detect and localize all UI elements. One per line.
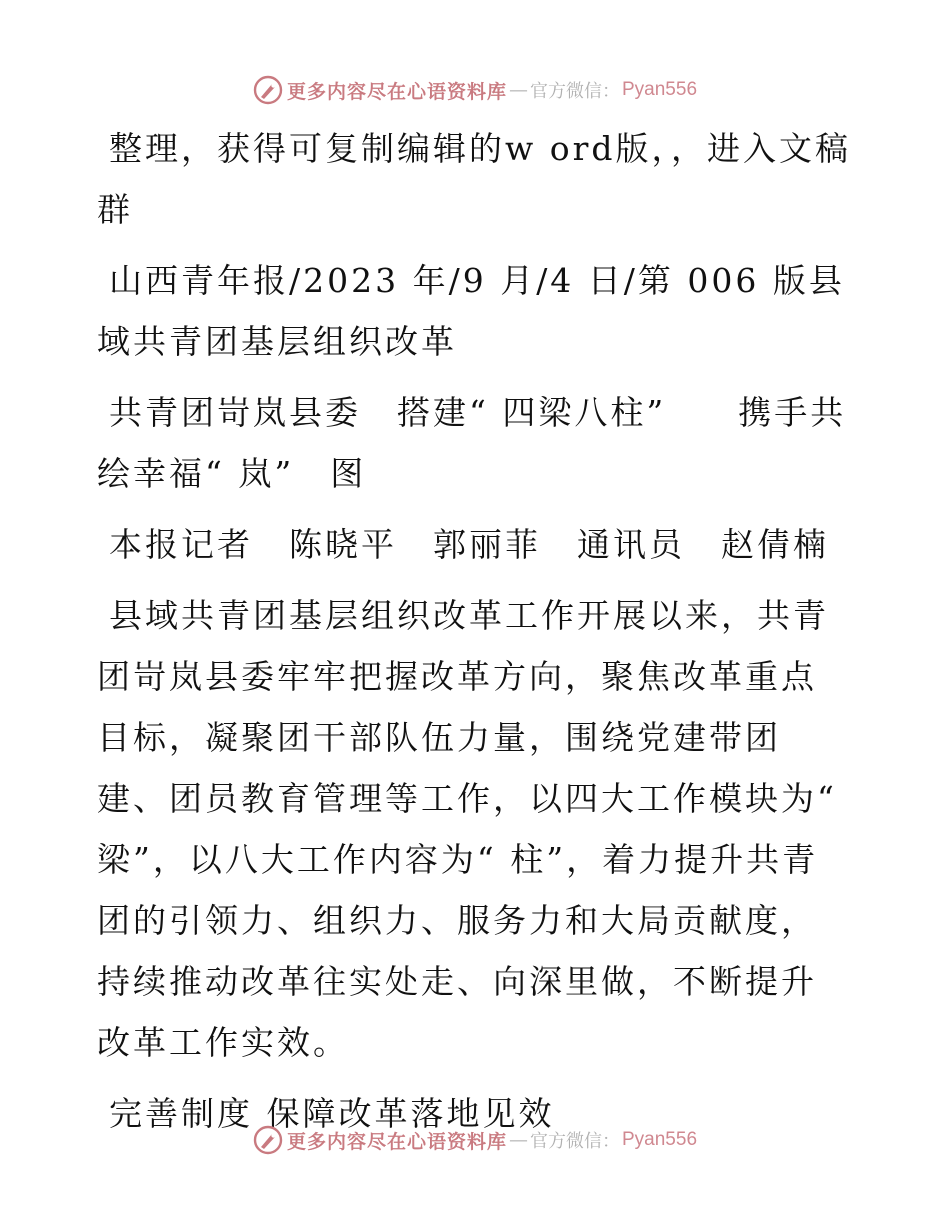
paragraph-body: 县域共青团基层组织改革工作开展以来，共青团岢岚县委牢牢把握改革方向，聚焦改革重点目标，凝聚团干部队伍力量，围绕党建带团建、团员教育管理等工作，以四大工作模块为“ 梁”，以八大工作内容为“ 柱”，着力提升共青团的引领力、组织力、服务力和大局贡献度，持续推动改革往实处走、向深里做，不断提升改革工作实效。 [97, 596, 851, 1062]
footer-watermark [0, 1120, 950, 1160]
section-heading: 完善制度 保障改革落地见效 [109, 1094, 555, 1133]
document-body [97, 118, 852, 1154]
watermark-separator: — [509, 1129, 528, 1151]
article-title: 共青团岢岚县委 搭建“ 四梁八柱” 携手共绘幸福“ 岚” 图 [97, 393, 847, 493]
paragraph-intro: 整理，获得可复制编辑的w ord版，，进入文稿群 [97, 129, 852, 229]
watermark-text: 更多内容尽在心语资料库 [286, 1130, 507, 1153]
header-watermark [0, 70, 950, 110]
watermark-wechat-id: Pyan556 [622, 79, 698, 100]
watermark-separator: — [509, 79, 528, 101]
pen-logo-icon [253, 75, 283, 105]
pen-logo-icon [253, 1125, 283, 1155]
watermark-wechat-label: 官方微信： [530, 81, 620, 102]
paragraph-source: 山西青年报/2023 年/9 月/4 日/第 006 版县域共青团基层组织改革 [97, 261, 845, 361]
byline: 本报记者 陈晓平 郭丽菲 通讯员 赵倩楠 [109, 525, 829, 564]
watermark-text: 更多内容尽在心语资料库 [286, 80, 507, 103]
watermark-wechat-id: Pyan556 [622, 1129, 698, 1150]
watermark-wechat-label: 官方微信： [530, 1131, 620, 1152]
